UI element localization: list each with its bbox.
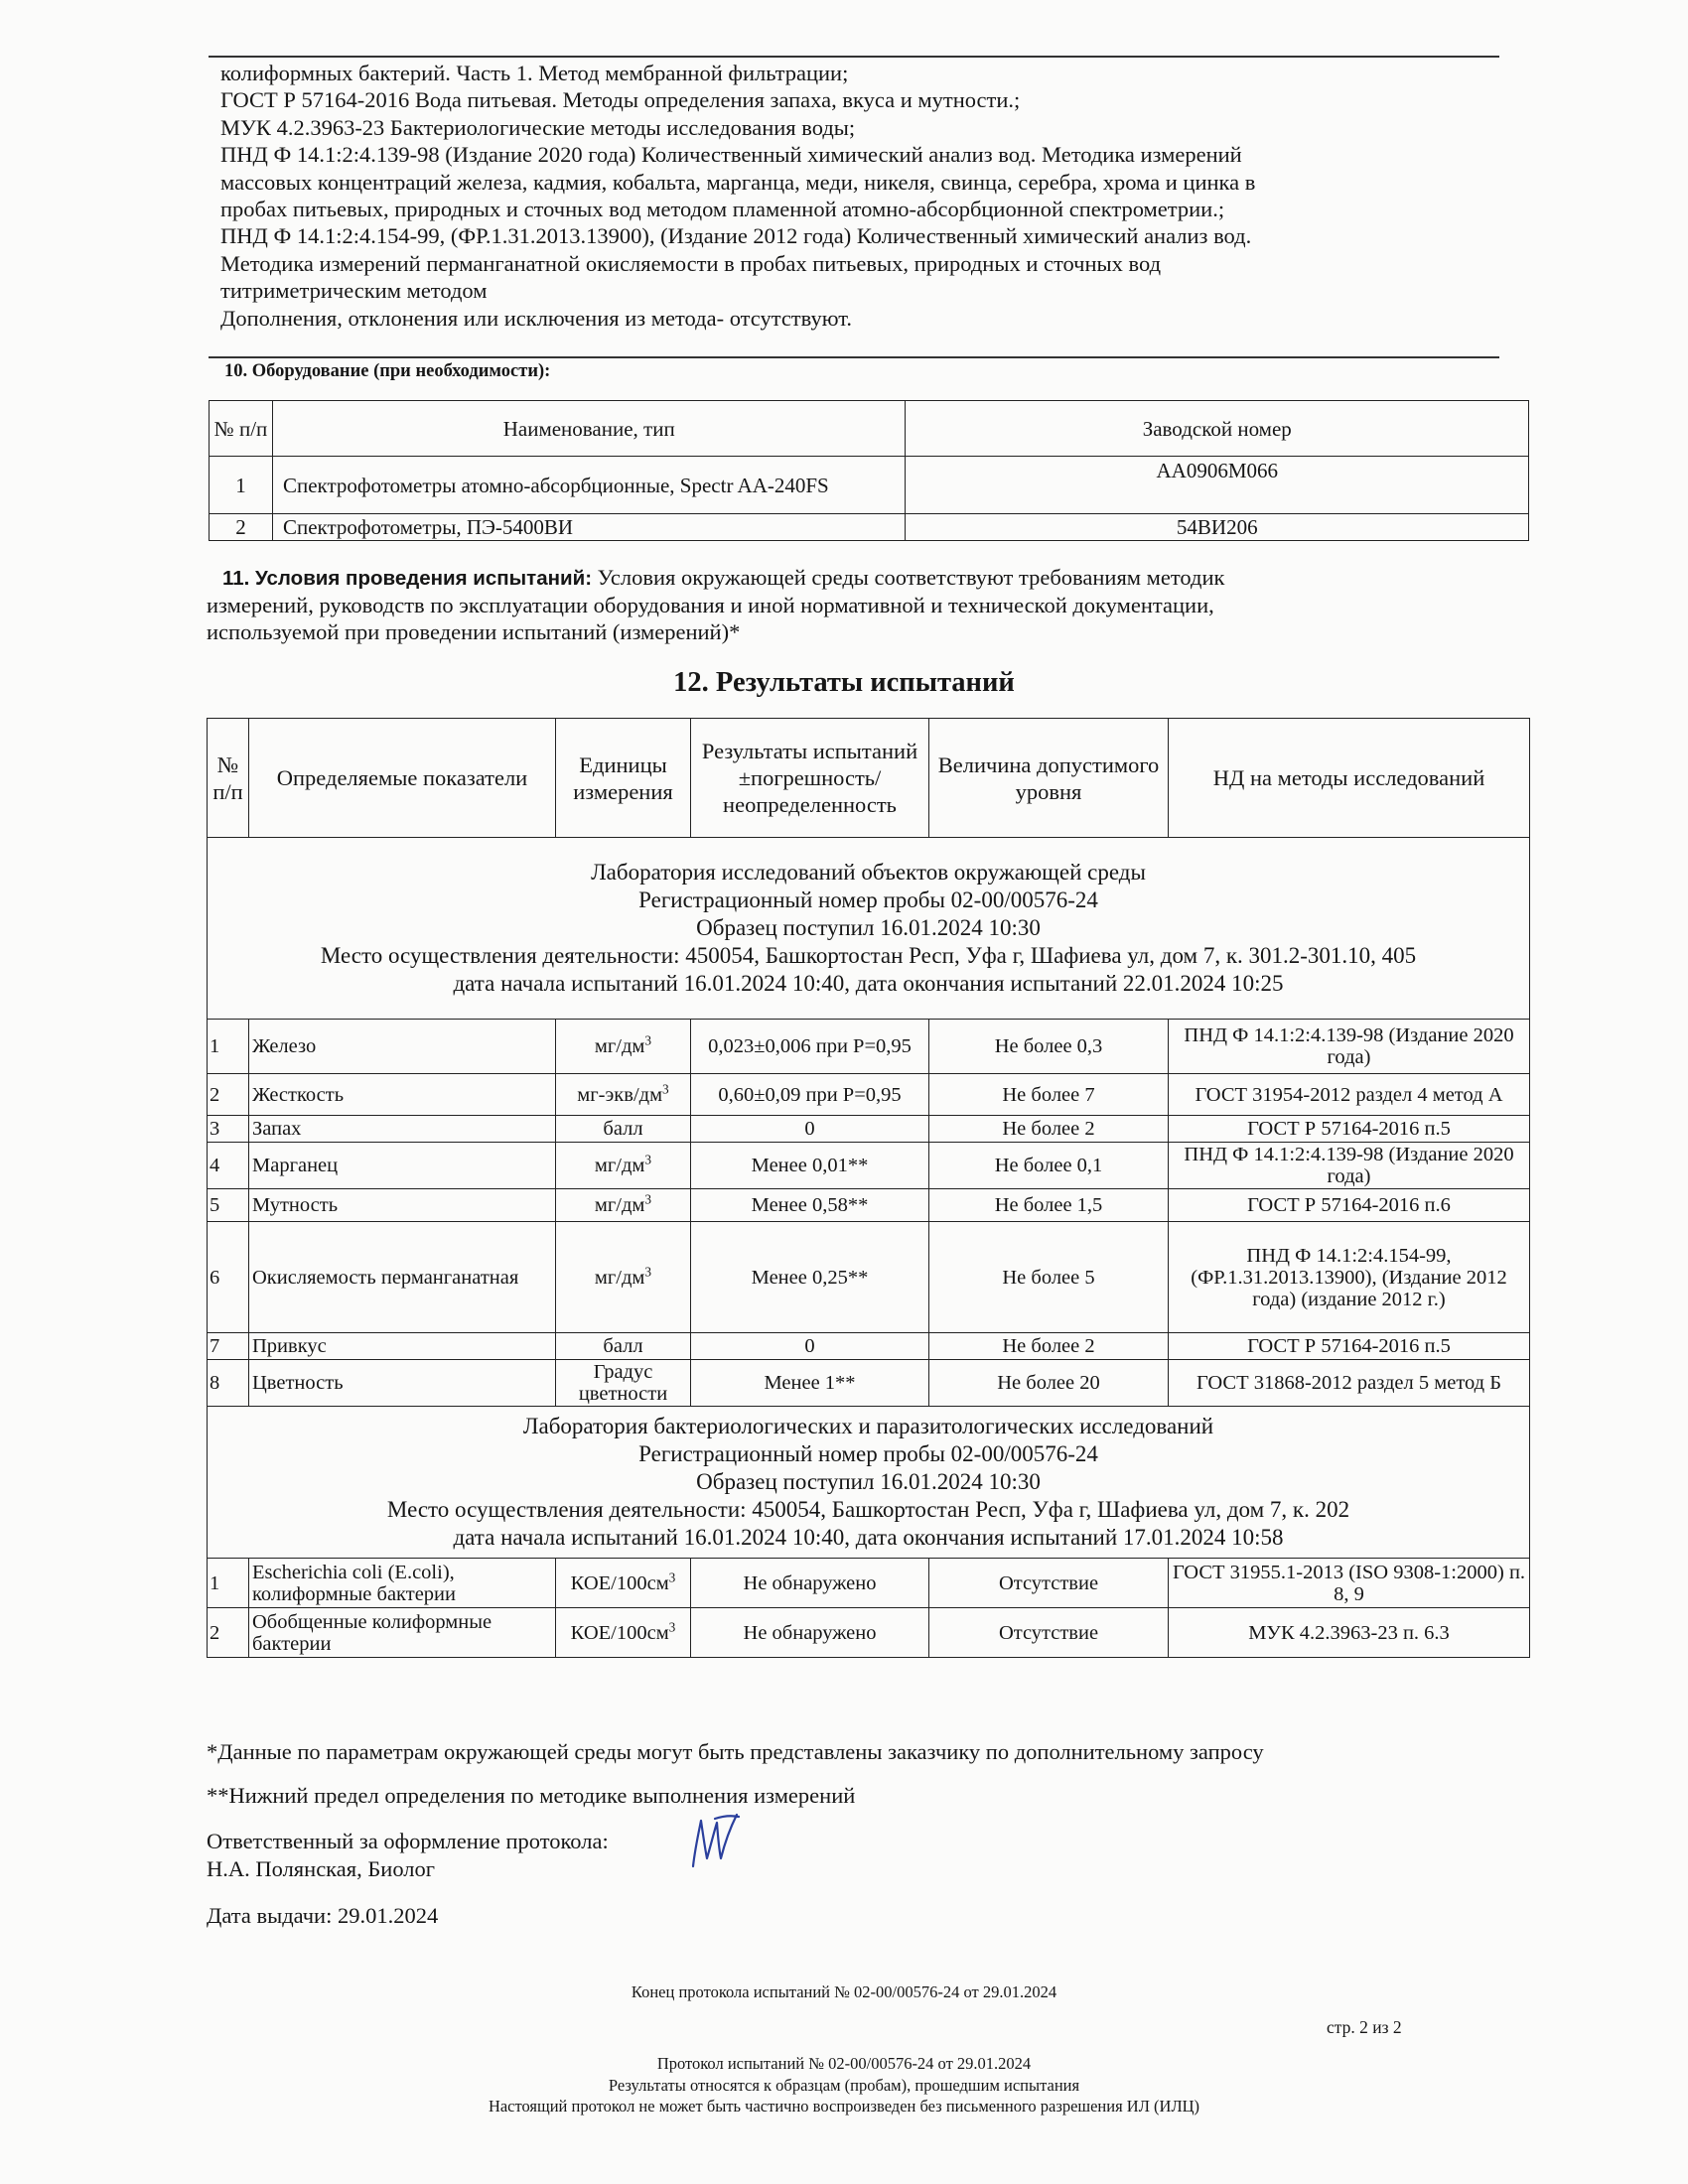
results-header-num: № п/п [208, 719, 249, 838]
result-num: 7 [208, 1333, 249, 1360]
result-param: Запах [249, 1116, 556, 1143]
result-value: 0 [691, 1333, 929, 1360]
result-units [556, 1074, 691, 1116]
results-header-units: Единицы измерения [556, 719, 691, 838]
result-units-text: мг/дм [594, 1155, 645, 1176]
equipment-serial: 54ВИ206 [906, 514, 1529, 541]
result-units [556, 1020, 691, 1074]
responsible-label: Ответственный за оформление протокола: [207, 1829, 609, 1853]
result-row [208, 1116, 1530, 1143]
equipment-num: 2 [210, 514, 273, 541]
result-row [208, 1608, 1530, 1658]
result-row [208, 1360, 1530, 1407]
methods-line: ПНД Ф 14.1:2:4.139-98 (Издание 2020 года) Количественный химический анализ вод. Методика измерений [220, 142, 1242, 168]
protocol-end: Конец протокола испытаний № 02-00/00576-24 от 29.01.2024 [631, 1982, 1057, 2001]
result-value: Менее 0,25** [691, 1222, 929, 1333]
result-param: Привкус [249, 1333, 556, 1360]
result-num: 2 [208, 1608, 249, 1658]
result-method: ГОСТ Р 57164-2016 п.5 [1169, 1333, 1530, 1360]
equipment-row [210, 457, 1529, 514]
methods-line: ГОСТ Р 57164-2016 Вода питьевая. Методы определения запаха, вкуса и мутности.; [220, 87, 1021, 113]
result-limit: Не более 0,1 [929, 1143, 1169, 1189]
result-param: Мутность [249, 1189, 556, 1222]
lab-reg-number: Регистрационный номер пробы 02-00/00576-24 [638, 1441, 1098, 1466]
methods-line: колиформных бактерий. Часть 1. Метод мембранной фильтрации; [220, 61, 849, 85]
equipment-table [209, 400, 1529, 541]
lab-name: Лаборатория бактериологических и паразитологических исследований [522, 1414, 1214, 1438]
result-limit: Отсутствие [929, 1559, 1169, 1608]
result-limit: Не более 7 [929, 1074, 1169, 1116]
result-row [208, 1189, 1530, 1222]
footer-protocol: Протокол испытаний № 02-00/00576-24 от 29.01.2024 [656, 2054, 1032, 2073]
lab-place: Место осуществления деятельности: 450054, Башкортостан Респ, Уфа г, Шафиева ул, дом 7, к. 202 [386, 1497, 1350, 1522]
top-rule [209, 56, 1499, 58]
result-method: ГОСТ Р 57164-2016 п.5 [1169, 1116, 1530, 1143]
result-num: 8 [208, 1360, 249, 1407]
result-value: Менее 0,58** [691, 1189, 929, 1222]
result-units [556, 1360, 691, 1407]
result-units-text: мг/дм [594, 1194, 645, 1216]
result-num: 2 [208, 1074, 249, 1116]
result-row [208, 1559, 1530, 1608]
result-num: 1 [208, 1020, 249, 1074]
result-units-text: мг/дм [594, 1035, 645, 1057]
signature-icon [685, 1809, 745, 1878]
result-units [556, 1143, 691, 1189]
result-method: ПНД Ф 14.1:2:4.154-99, (ФР.1.31.2013.13900), (Издание 2012 года) (издание 2012 г.) [1169, 1222, 1530, 1333]
page-number: стр. 2 из 2 [1327, 2017, 1402, 2037]
footnote-env: *Данные по параметрам окружающей среды могут быть представлены заказчику по дополнительному запросу [207, 1739, 1264, 1764]
results-header-result: Результаты испытаний ±погрешность/ неопределенность [691, 719, 929, 838]
result-units-text: Градус цветности [578, 1361, 668, 1405]
result-limit: Не более 1,5 [929, 1189, 1169, 1222]
result-value: 0 [691, 1116, 929, 1143]
results-header-limit: Величина допустимого уровня [929, 719, 1169, 838]
lab-place: Место осуществления деятельности: 450054, Башкортостан Респ, Уфа г, Шафиева ул, дом 7, к. 301.2-301.10, 405 [320, 943, 1417, 968]
result-limit: Не более 2 [929, 1116, 1169, 1143]
section-divider [209, 356, 1499, 358]
result-method: ГОСТ Р 57164-2016 п.6 [1169, 1189, 1530, 1222]
result-row [208, 1143, 1530, 1189]
methods-line: массовых концентраций железа, кадмия, кобальта, марганца, меди, никеля, свинца, серебра, хрома и цинка в [220, 169, 1256, 195]
result-num: 6 [208, 1222, 249, 1333]
result-param: Окисляемость перманганатная [249, 1222, 556, 1333]
lab-reg-number: Регистрационный номер пробы 02-00/00576-24 [638, 887, 1098, 912]
lab-test-dates: дата начала испытаний 16.01.2024 10:40, дата окончания испытаний 17.01.2024 10:58 [453, 1525, 1284, 1550]
result-value: Не обнаружено [691, 1559, 929, 1608]
result-value: Менее 0,01** [691, 1143, 929, 1189]
methods-line: МУК 4.2.3963-23 Бактериологические методы исследования воды; [220, 114, 856, 140]
lab-sample-received: Образец поступил 16.01.2024 10:30 [696, 1469, 1041, 1494]
result-value: Не обнаружено [691, 1608, 929, 1658]
result-units-sup: 3 [668, 1619, 676, 1635]
result-param: Марганец [249, 1143, 556, 1189]
result-units [556, 1559, 691, 1608]
result-param: Escherichia coli (E.coli), колиформные бактерии [249, 1559, 556, 1608]
result-units-text: балл [603, 1118, 643, 1140]
lab-info-row [208, 1407, 1530, 1559]
lab-info-row [208, 838, 1530, 1020]
footer-no-copy: Настоящий протокол не может быть частично воспроизведен без письменного разрешения ИЛ (ИЛЦ) [488, 2097, 1200, 2116]
result-value: 0,023±0,006 при Р=0,95 [691, 1020, 929, 1074]
result-method: ГОСТ 31955.1-2013 (ISO 9308-1:2000) п. 8, 9 [1169, 1559, 1530, 1608]
methods-line: титриметрическим методом [220, 278, 488, 304]
result-row [208, 1020, 1530, 1074]
result-limit: Отсутствие [929, 1608, 1169, 1658]
result-row [208, 1333, 1530, 1360]
equipment-header-num: № п/п [210, 401, 273, 457]
footnote-limit: **Нижний предел определения по методике выполнения измерений [207, 1783, 856, 1808]
result-limit: Не более 2 [929, 1333, 1169, 1360]
section-12-title: 12. Результаты испытаний [673, 667, 1015, 698]
result-param: Жесткость [249, 1074, 556, 1116]
methods-line: Дополнения, отклонения или исключения из метода- отсутствуют. [220, 305, 853, 331]
section-11-text: используемой при проведении испытаний (измерений)* [207, 619, 741, 644]
result-units-sup: 3 [644, 1032, 652, 1048]
result-row [208, 1074, 1530, 1116]
footer-relates: Результаты относятся к образцам (пробам), прошедшим испытания [608, 2076, 1080, 2095]
result-units-sup: 3 [644, 1191, 652, 1207]
issue-date: Дата выдачи: 29.01.2024 [207, 1903, 439, 1928]
result-units [556, 1189, 691, 1222]
result-units-text: мг-экв/дм [577, 1083, 663, 1106]
methods-line: пробах питьевых, природных и сточных вод методом пламенной атомно-абсорбционной спектрометрии.; [220, 197, 1225, 222]
results-header-param: Определяемые показатели [249, 719, 556, 838]
result-param: Железо [249, 1020, 556, 1074]
section-11-title: 11. Условия проведения испытаний: [222, 567, 593, 590]
equipment-header-row [210, 401, 1529, 457]
section-10-title: 10. Оборудование (при необходимости): [224, 361, 551, 381]
methods-list [220, 60, 1501, 332]
result-limit: Не более 20 [929, 1360, 1169, 1407]
result-units [556, 1608, 691, 1658]
result-method: МУК 4.2.3963-23 п. 6.3 [1169, 1608, 1530, 1658]
equipment-num: 1 [210, 457, 273, 514]
result-units-text: мг/дм [594, 1266, 645, 1289]
section-11-text: Условия окружающей среды соответствуют требованиям методик [597, 565, 1225, 590]
methods-line: Методика измерений перманганатной окисляемости в пробах питьевых, природных и сточных вод [220, 250, 1162, 276]
result-method: ПНД Ф 14.1:2:4.139-98 (Издание 2020 года) [1169, 1143, 1530, 1189]
responsible-name: Н.А. Полянская, Биолог [207, 1856, 435, 1881]
result-num: 4 [208, 1143, 249, 1189]
result-num: 5 [208, 1189, 249, 1222]
equipment-row [210, 514, 1529, 541]
equipment-header-name: Наименование, тип [272, 401, 906, 457]
result-num: 1 [208, 1559, 249, 1608]
lab-name: Лаборатория исследований объектов окружающей среды [591, 860, 1146, 885]
results-table [207, 718, 1530, 1658]
equipment-serial: AA0906M066 [906, 457, 1529, 514]
result-units [556, 1333, 691, 1360]
result-limit: Не более 0,3 [929, 1020, 1169, 1074]
equipment-name: Спектрофотометры, ПЭ-5400ВИ [272, 514, 906, 541]
result-value: Менее 1** [691, 1360, 929, 1407]
result-units-text: КОЕ/100см [570, 1571, 669, 1594]
result-units-sup: 3 [644, 1152, 652, 1167]
result-param: Обобщенные колиформные бактерии [249, 1608, 556, 1658]
equipment-header-serial: Заводской номер [906, 401, 1529, 457]
equipment-name: Спектрофотометры атомно-абсорбционные, Spectr AA-240FS [272, 457, 906, 514]
methods-line: ПНД Ф 14.1:2:4.154-99, (ФР.1.31.2013.13900), (Издание 2012 года) Количественный химический анализ вод. [220, 223, 1252, 249]
result-units-sup: 3 [644, 1264, 652, 1280]
section-11-text: измерений, руководств по эксплуатации оборудования и иной нормативной и технической документации, [207, 593, 1214, 617]
result-limit: Не более 5 [929, 1222, 1169, 1333]
results-header-method: НД на методы исследований [1169, 719, 1530, 838]
result-units-sup: 3 [668, 1570, 676, 1585]
lab-test-dates: дата начала испытаний 16.01.2024 10:40, дата окончания испытаний 22.01.2024 10:25 [453, 971, 1284, 996]
results-header-row [208, 719, 1530, 838]
result-units-text: балл [603, 1335, 643, 1357]
result-param: Цветность [249, 1360, 556, 1407]
result-units-text: КОЕ/100см [570, 1621, 669, 1644]
result-units-sup: 3 [662, 1081, 669, 1097]
result-units [556, 1222, 691, 1333]
result-value: 0,60±0,09 при Р=0,95 [691, 1074, 929, 1116]
lab2-results [208, 1559, 1530, 1658]
section-11 [207, 564, 1527, 645]
result-method: ПНД Ф 14.1:2:4.139-98 (Издание 2020 года) [1169, 1020, 1530, 1074]
lab1-results [208, 1020, 1530, 1407]
result-method: ГОСТ 31868-2012 раздел 5 метод Б [1169, 1360, 1530, 1407]
result-method: ГОСТ 31954-2012 раздел 4 метод А [1169, 1074, 1530, 1116]
lab-sample-received: Образец поступил 16.01.2024 10:30 [696, 915, 1041, 940]
result-units [556, 1116, 691, 1143]
result-num: 3 [208, 1116, 249, 1143]
result-row [208, 1222, 1530, 1333]
